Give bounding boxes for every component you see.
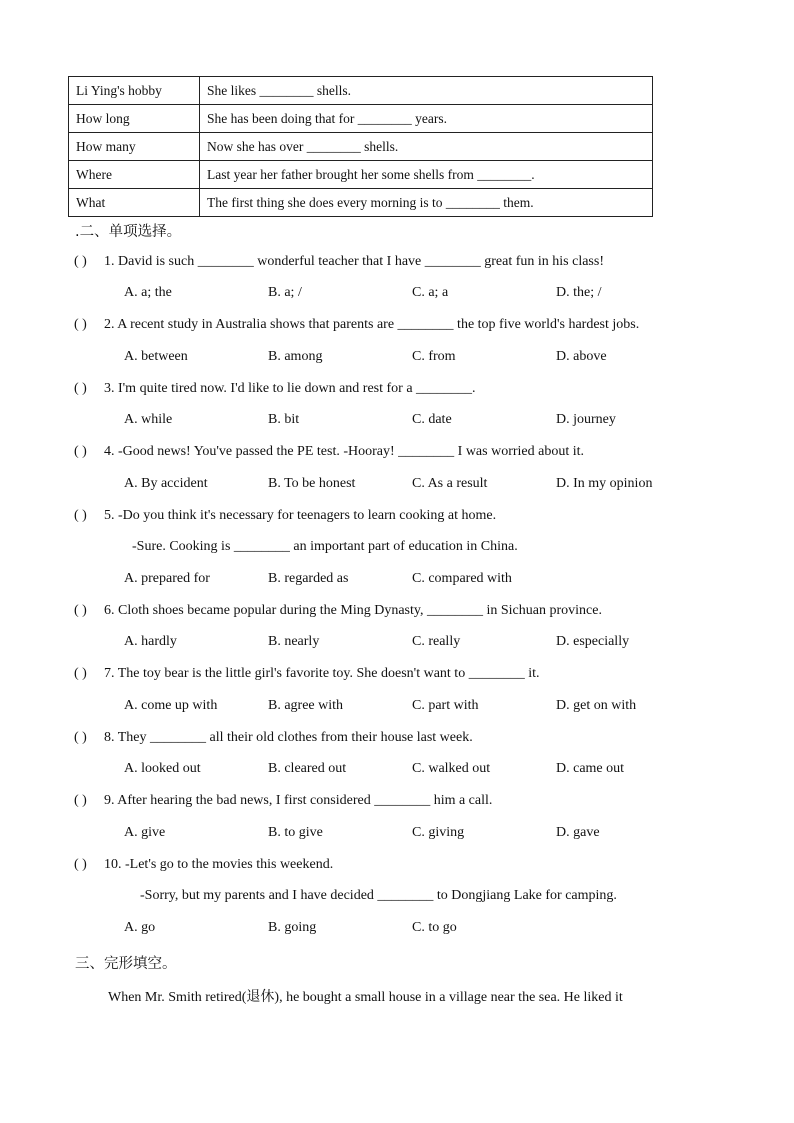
option-c: C. compared with [412, 571, 512, 586]
answer-bracket: ( ) [74, 666, 87, 681]
option-c: C. date [412, 412, 452, 427]
option-b: B. To be honest [268, 476, 356, 491]
option-d: D. the; / [556, 285, 602, 300]
option-b: B. regarded as [268, 571, 349, 586]
option-a: A. By accident [124, 476, 208, 491]
passage-line: When Mr. Smith retired(退休), he bought a small house in a village near the sea. He liked it [108, 990, 623, 1005]
answer-bracket: ( ) [74, 793, 87, 808]
option-b: B. going [268, 920, 317, 935]
question-stem-reply: -Sorry, but my parents and I have decided ________ to Dongjiang Lake for camping. [140, 888, 617, 903]
answer-bracket: ( ) [74, 508, 87, 523]
option-b: B. among [268, 349, 323, 364]
table-row [69, 77, 653, 105]
table-row [69, 105, 653, 133]
option-c: C. really [412, 634, 461, 649]
option-c: C. giving [412, 825, 465, 840]
table-cell: The first thing she does every morning is to ________ them. [200, 189, 653, 217]
option-b: B. cleared out [268, 761, 347, 776]
option-c: C. a; a [412, 285, 449, 300]
option-c: C. part with [412, 698, 479, 713]
table-cell: She likes ________ shells. [200, 77, 653, 105]
section-title-cloze: 三、完形填空。 [75, 956, 177, 972]
question-stem: 7. The toy bear is the little girl's favorite toy. She doesn't want to ________ it. [104, 666, 540, 681]
question-stem: 10. -Let's go to the movies this weekend. [104, 857, 334, 872]
table-row [69, 133, 653, 161]
option-b: B. to give [268, 825, 323, 840]
option-a: A. give [124, 825, 166, 840]
option-a: A. go [124, 920, 156, 935]
option-d: D. above [556, 349, 607, 364]
option-a: A. while [124, 412, 173, 427]
table-cell: Last year her father brought her some shells from ________. [200, 161, 653, 189]
answer-bracket: ( ) [74, 857, 87, 872]
option-b: B. nearly [268, 634, 320, 649]
option-a: A. between [124, 349, 188, 364]
table-cell: She has been doing that for ________ years. [200, 105, 653, 133]
option-a: A. hardly [124, 634, 177, 649]
option-d: D. came out [556, 761, 625, 776]
option-d: D. journey [556, 412, 616, 427]
section-title-multiple-choice: .二、单项选择。 [75, 224, 182, 240]
option-c: C. to go [412, 920, 457, 935]
option-c: C. from [412, 349, 456, 364]
answer-bracket: ( ) [74, 254, 87, 269]
question-stem: 9. After hearing the bad news, I first considered ________ him a call. [104, 793, 493, 808]
question-stem: 6. Cloth shoes became popular during the Ming Dynasty, ________ in Sichuan province. [104, 603, 602, 618]
table-cell: How many [69, 133, 200, 161]
answer-bracket: ( ) [74, 381, 87, 396]
table-cell: How long [69, 105, 200, 133]
option-b: B. agree with [268, 698, 344, 713]
option-c: C. As a result [412, 476, 488, 491]
answer-bracket: ( ) [74, 444, 87, 459]
question-stem: 8. They ________ all their old clothes from their house last week. [104, 730, 473, 745]
answer-bracket: ( ) [74, 603, 87, 618]
option-a: A. looked out [124, 761, 201, 776]
option-a: A. come up with [124, 698, 218, 713]
table-row [69, 161, 653, 189]
table-row [69, 189, 653, 217]
option-a: A. a; the [124, 285, 172, 300]
question-stem: 3. I'm quite tired now. I'd like to lie down and rest for a ________. [104, 381, 476, 396]
table-cell: Now she has over ________ shells. [200, 133, 653, 161]
question-stem-reply: -Sure. Cooking is ________ an important part of education in China. [132, 539, 518, 554]
option-b: B. bit [268, 412, 300, 427]
option-d: D. especially [556, 634, 630, 649]
option-d: D. get on with [556, 698, 637, 713]
info-table [68, 76, 653, 217]
option-b: B. a; / [268, 285, 302, 300]
option-d: D. gave [556, 825, 600, 840]
table-cell: Li Ying's hobby [69, 77, 200, 105]
question-stem: 2. A recent study in Australia shows that parents are ________ the top five world's hardest jobs. [104, 317, 640, 332]
table-cell: What [69, 189, 200, 217]
answer-bracket: ( ) [74, 317, 87, 332]
answer-bracket: ( ) [74, 730, 87, 745]
question-stem: 5. -Do you think it's necessary for teenagers to learn cooking at home. [104, 508, 497, 523]
option-a: A. prepared for [124, 571, 210, 586]
option-c: C. walked out [412, 761, 491, 776]
table-cell: Where [69, 161, 200, 189]
option-d: D. In my opinion [556, 476, 653, 491]
question-stem: 4. -Good news! You've passed the PE test. -Hooray! ________ I was worried about it. [104, 444, 585, 459]
question-stem: 1. David is such ________ wonderful teacher that I have ________ great fun in his class! [104, 254, 604, 269]
